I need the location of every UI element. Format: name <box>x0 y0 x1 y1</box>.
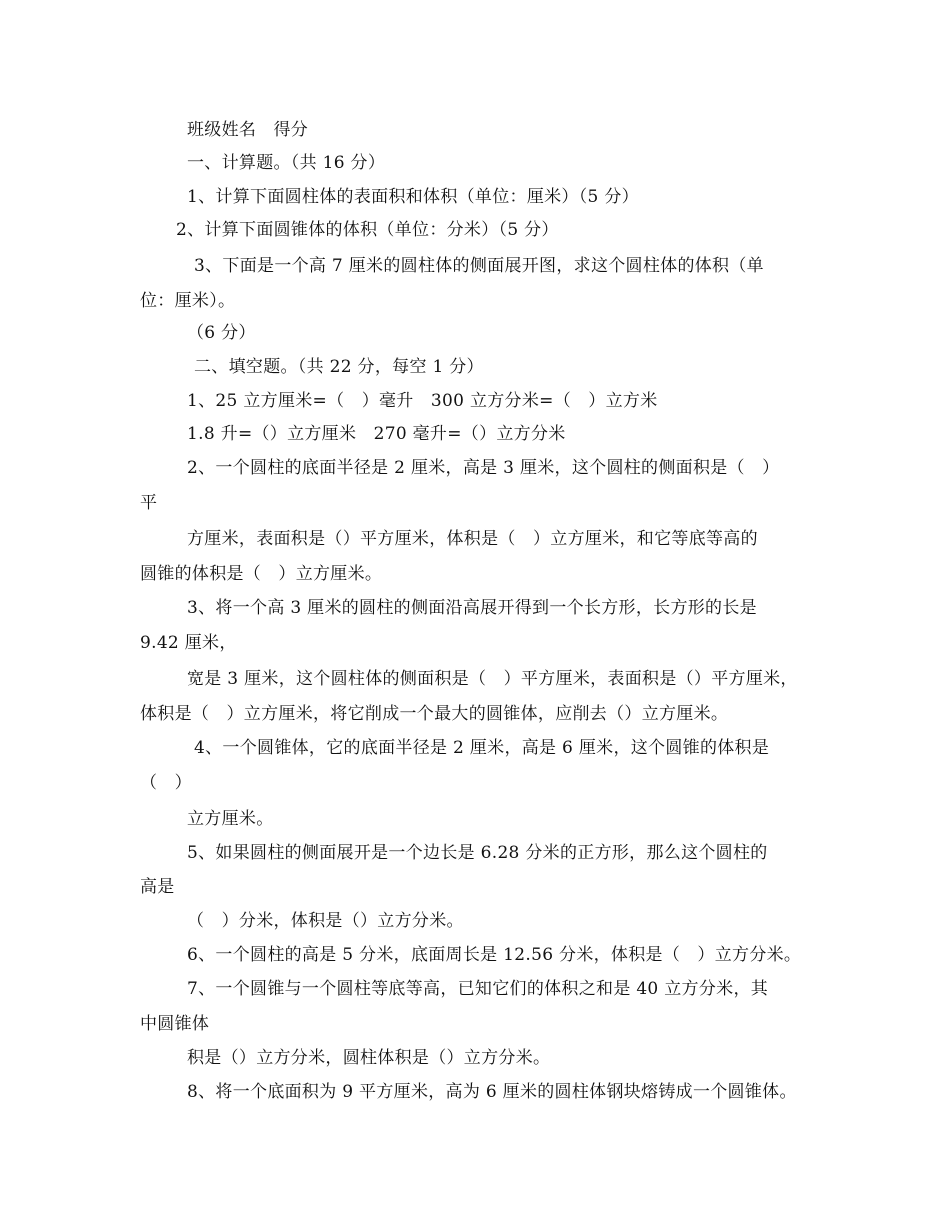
section2-heading: 二、填空题。（共 22 分，每空 1 分） <box>194 357 484 377</box>
section2-q5-line1: 5、如果圆柱的侧面展开是一个边长是 6.28 分米的正方形，那么这个圆柱的 <box>187 843 768 863</box>
header-name-score: 班级姓名 得分 <box>187 120 309 140</box>
section2-q8-line1: 8、将一个底面积为 9 平方厘米，高为 6 厘米的圆柱体钢块熔铸成一个圆锥体。 <box>187 1082 797 1102</box>
section2-q2-line3: 方厘米，表面积是（）平方厘米，体积是（ ）立方厘米，和它等底等高的 <box>187 529 758 549</box>
section2-q6-line1: 6、一个圆柱的高是 5 分米，底面周长是 12.56 分米，体积是（ ）立方分米。 <box>187 945 802 965</box>
section2-q5-line3: （ ）分米，体积是（）立方分米。 <box>187 911 464 931</box>
section2-q5-line2: 高是 <box>140 877 175 897</box>
section2-q3-line1: 3、将一个高 3 厘米的圆柱的侧面沿高展开得到一个长方形，长方形的长是 <box>187 598 757 618</box>
section2-q7-line1: 7、一个圆锥与一个圆柱等底等高，已知它们的体积之和是 40 立方分米，其 <box>187 979 769 999</box>
section1-heading: 一、计算题。（共 16 分） <box>187 153 386 173</box>
section2-q2-line4: 圆锥的体积是（ ）立方厘米。 <box>140 564 383 584</box>
section2-q3-line4: 体积是（ ）立方厘米，将它削成一个最大的圆锥体，应削去（）立方厘米。 <box>140 704 729 724</box>
section2-q4-line2: （ ） <box>140 773 192 793</box>
section1-q3-line2: 位：厘米）。 <box>140 291 236 311</box>
section1-q1: 1、计算下面圆柱体的表面积和体积（单位：厘米）（5 分） <box>187 187 639 207</box>
section2-q1-line2: 1.8 升=（）立方厘米 270 毫升=（）立方分米 <box>187 424 566 444</box>
section2-q4-line3: 立方厘米。 <box>187 809 274 829</box>
section1-q3-points: （6 分） <box>187 323 256 343</box>
section2-q7-line2: 中圆锥体 <box>140 1014 210 1034</box>
section2-q3-line2: 9.42 厘米， <box>140 633 237 653</box>
section2-q7-line3: 积是（）立方分米，圆柱体积是（）立方分米。 <box>187 1048 551 1068</box>
section2-q4-line1: 4、一个圆锥体，它的底面半径是 2 厘米，高是 6 厘米，这个圆锥的体积是 <box>194 738 770 758</box>
section2-q1-line1: 1、25 立方厘米=（ ）毫升 300 立方分米=（ ）立方米 <box>187 391 658 411</box>
section2-q2-line1: 2、一个圆柱的底面半径是 2 厘米，高是 3 厘米，这个圆柱的侧面积是（ ） <box>187 458 780 478</box>
section2-q2-line2: 平 <box>140 493 158 513</box>
section2-q3-line3: 宽是 3 厘米，这个圆柱体的侧面积是（ ）平方厘米，表面积是（）平方厘米， <box>187 669 798 689</box>
section1-q2: 2、计算下面圆锥体的体积（单位：分米）（5 分） <box>176 220 559 240</box>
section1-q3-line1: 3、下面是一个高 7 厘米的圆柱体的侧面展开图，求这个圆柱体的体积（单 <box>194 256 764 276</box>
